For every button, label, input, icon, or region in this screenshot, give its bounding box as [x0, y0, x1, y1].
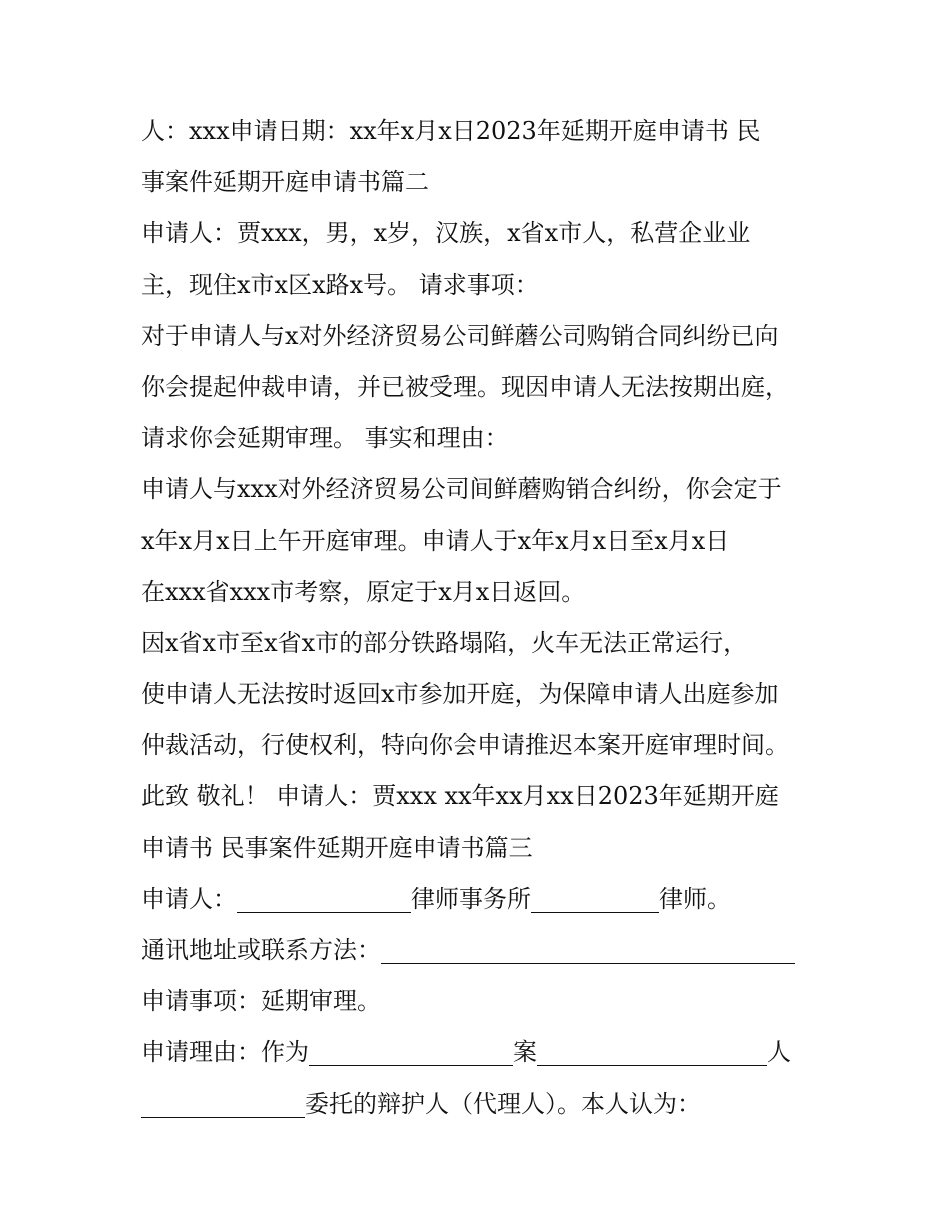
text-line-5: 对于申请人与x对外经济贸易公司鲜蘑公司购销合同纠纷已向: [141, 321, 779, 350]
text-line-14: 此致 敬礼！ 申请人：贾xxx xx年xx月xx日2023年延期开庭: [141, 782, 779, 811]
entrusted-form-line: [141, 1079, 813, 1130]
lawyer-name-blank: [531, 888, 659, 913]
reason-label: 申请理由：作为: [141, 1038, 309, 1067]
text-line-13: 仲裁活动，行使权利，特向你会申请推迟本案开庭审理时间。: [141, 731, 789, 760]
text-line-15: 申请书 民事案件延期开庭申请书篇三: [141, 833, 533, 862]
person-label: 人: [767, 1038, 791, 1067]
applicant-form-line: [141, 874, 813, 925]
law-firm-blank: [237, 888, 411, 913]
applicant-label: 申请人：: [141, 884, 237, 913]
contact-blank: [381, 939, 795, 964]
reason-form-line: [141, 1027, 813, 1078]
matter-line: 申请事项：延期审理。: [141, 987, 381, 1016]
client-name-blank: [141, 1093, 305, 1118]
contact-form-line: [141, 925, 813, 976]
text-line-6: 你会提起仲裁申请，并已被受理。现因申请人无法按期出庭，: [141, 372, 789, 401]
lawyer-label: 律师。: [659, 884, 731, 913]
party-role-blank: [537, 1041, 767, 1066]
text-line-4: 主，现住x市x区x路x号。 请求事项：: [141, 270, 539, 299]
law-firm-label: 律师事务所: [411, 884, 531, 913]
text-line-3: 申请人：贾xxx，男，x岁，汉族，x省x市人，私营企业业: [141, 219, 751, 248]
case-label: 案: [513, 1038, 537, 1067]
text-line-10: 在xxx省xxx市考察，原定于x月x日返回。: [141, 577, 586, 606]
case-name-blank: [309, 1041, 513, 1066]
text-line-7: 请求你会延期审理。 事实和理由：: [141, 424, 509, 453]
text-line-2: 事案件延期开庭申请书篇二: [141, 168, 429, 197]
text-line-12: 使申请人无法按时返回x市参加开庭，为保障申请人出庭参加: [141, 680, 779, 709]
entrusted-text: 委托的辩护人（代理人）。本人认为：: [305, 1089, 701, 1118]
text-line-11: 因x省x市至x省x市的部分铁路塌陷，火车无法正常运行，: [141, 628, 748, 657]
contact-label: 通讯地址或联系方法：: [141, 936, 381, 964]
text-line-9: x年x月x日上午开庭审理。申请人于x年x月x日至x月x日: [141, 526, 730, 555]
document-body: [141, 106, 813, 1130]
text-line-8: 申请人与xxx对外经济贸易公司间鲜蘑购销合纠纷，你会定于: [141, 475, 782, 504]
text-line-1: 人：xxx申请日期：xx年x月x日2023年延期开庭申请书 民: [141, 117, 761, 145]
